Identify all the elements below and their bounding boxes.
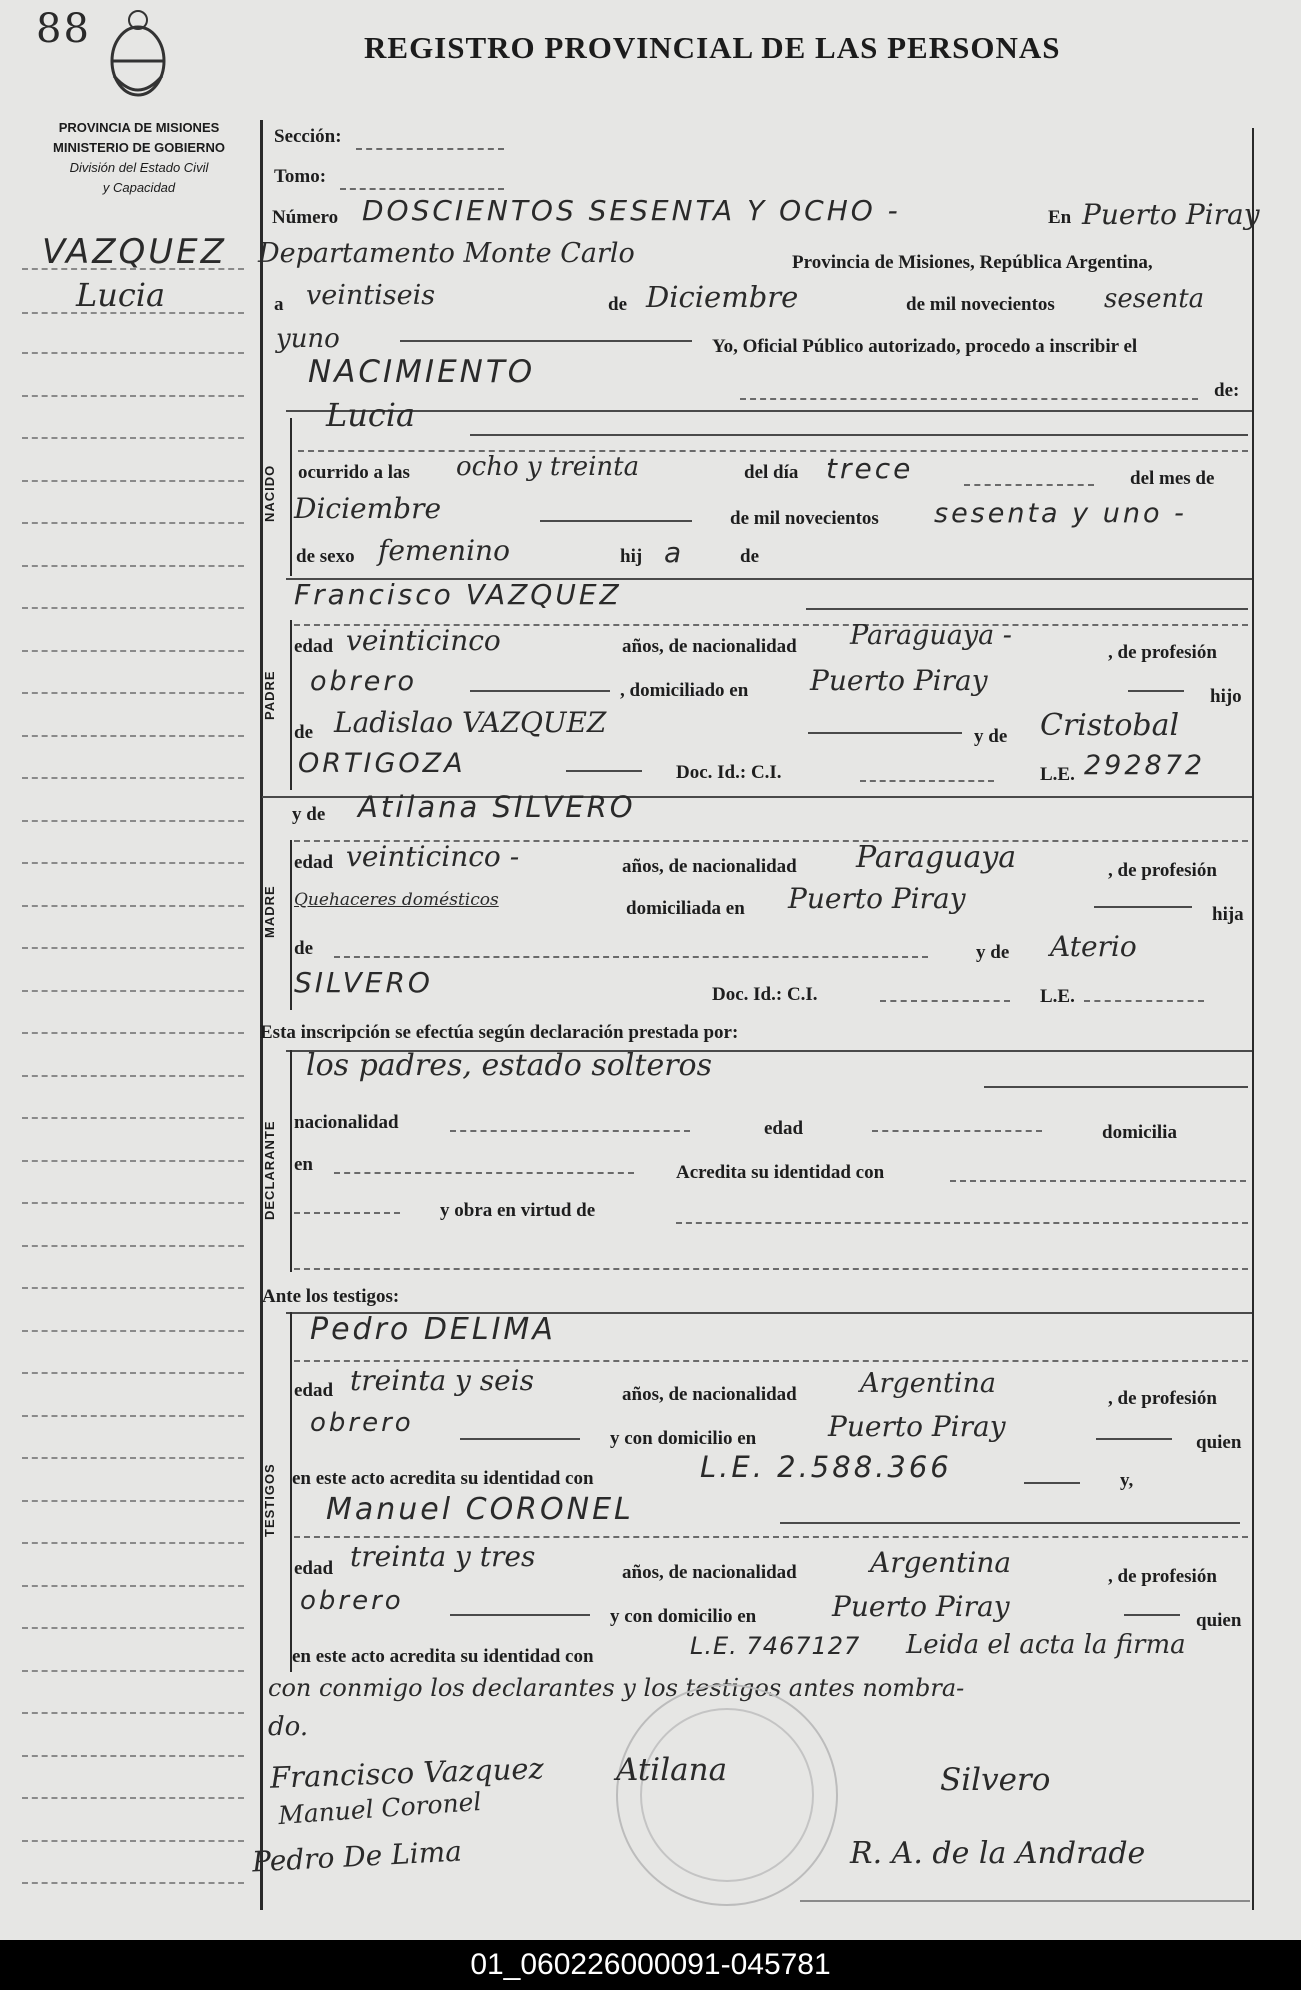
label-edad-decl: edad [764, 1118, 804, 1139]
label-doc-padre: Doc. Id.: C.I. [676, 762, 782, 783]
label-le-padre: L.E. [1040, 764, 1075, 785]
testigo2-profesion: obrero [300, 1586, 404, 1616]
label-del-mes: del mes de [1130, 468, 1215, 489]
hora: ocho y treinta [456, 452, 640, 482]
label-hij: hij [620, 546, 643, 567]
madre-nacionalidad: Paraguaya [856, 840, 1017, 875]
label-edad-t1: edad [294, 1380, 334, 1401]
padre-nacionalidad: Paraguaya - [850, 620, 1012, 651]
padre-edad: veinticinco [346, 624, 501, 657]
madre-profesion: Quehaceres domésticos [294, 890, 499, 910]
label-yo-oficial: Yo, Oficial Público autorizado, procedo a inscribir el [712, 336, 1138, 357]
testigo2-nombre: Manuel CORONEL [326, 1492, 634, 1527]
label-del-dia: del día [744, 462, 799, 483]
org-line-2: MINISTERIO DE GOBIERNO [53, 140, 225, 155]
label-hija: hija [1212, 904, 1244, 925]
padre-le: 292872 [1084, 750, 1206, 781]
testigo1-nombre: Pedro DELIMA [310, 1312, 556, 1347]
testigo1-documento: L.E. 2.588.366 [700, 1450, 952, 1484]
label-domicilio-t1: y con domicilio en [610, 1428, 757, 1449]
madre-madre: Aterio [1050, 930, 1137, 963]
testigo1-domicilio: Puerto Piray [828, 1410, 1006, 1443]
label-numero: Número [272, 207, 339, 228]
org-line-3: División del Estado Civil [69, 160, 209, 175]
org-line-4: y Capacidad [102, 180, 176, 195]
mes-inscripcion: Diciembre [646, 280, 799, 314]
label-a: a [274, 294, 284, 315]
official-stamp [612, 1680, 842, 1910]
label-y-comma: y, [1120, 1470, 1134, 1491]
label-acredita: Acredita su identidad con [676, 1162, 885, 1183]
side-label-padre: PADRE [262, 670, 277, 720]
label-de-abuela: de [294, 938, 313, 959]
label-edad-t2: edad [294, 1558, 334, 1579]
label-de-colon: de: [1214, 380, 1240, 401]
testigo2-nacionalidad: Argentina [870, 1546, 1012, 1579]
padre-domicilio: Puerto Piray [810, 664, 988, 697]
firma-testigo-2: Manuel Coronel [277, 1786, 483, 1831]
label-en-este-acto-t2: en este acto acredita su identidad con [292, 1646, 594, 1667]
label-nacionalidad-decl: nacionalidad [294, 1112, 399, 1133]
anio: sesenta y uno - [934, 498, 1187, 529]
padre-profesion: obrero [310, 666, 417, 697]
label-y-de-madre: y de [292, 804, 326, 825]
label-domicilia: domicilia [1102, 1122, 1177, 1143]
label-domiciliado: , domiciliado en [620, 680, 749, 701]
label-nac-padre: años, de nacionalidad [622, 636, 797, 657]
label-de-abuelo: de [294, 722, 313, 743]
label-seccion: Sección: [274, 126, 342, 147]
nota-3: do. [268, 1712, 309, 1742]
label-le-madre: L.E. [1040, 986, 1075, 1007]
margin-surname: VAZQUEZ [42, 232, 227, 272]
nombre-nacido: Lucia [326, 396, 416, 434]
mes: Diciembre [294, 492, 442, 525]
madre-edad: veinticinco - [346, 840, 520, 873]
label-de: de [608, 294, 627, 315]
label-de-mil: de mil novecientos [906, 294, 1055, 315]
label-ante-testigos: Ante los testigos: [262, 1286, 400, 1307]
testigo1-profesion: obrero [310, 1408, 414, 1438]
label-hijo: hijo [1210, 686, 1242, 707]
departamento: Departamento Monte Carlo [258, 238, 635, 269]
label-de-mil-2: de mil novecientos [730, 508, 879, 529]
side-label-madre: MADRE [262, 885, 277, 939]
label-en-decl: en [294, 1154, 313, 1175]
label-prof-t2: , de profesión [1108, 1566, 1217, 1587]
label-prof-padre: , de profesión [1108, 642, 1217, 663]
firma-oficial: R. A. de la Andrade [850, 1836, 1146, 1871]
testigo2-domicilio: Puerto Piray [832, 1590, 1010, 1623]
label-doc-madre: Doc. Id.: C.I. [712, 984, 818, 1005]
page-number: 88 [36, 6, 91, 52]
label-obra-virtud: y obra en virtud de [440, 1200, 596, 1221]
firma-padre: Francisco Vazquez [269, 1751, 545, 1795]
label-provincia: Provincia de Misiones, República Argentina, [792, 252, 1153, 273]
firma-testigo-1: Pedro De Lima [251, 1834, 463, 1879]
org-line-1: PROVINCIA DE MISIONES [58, 120, 220, 135]
anio-inscripcion-1: sesenta [1104, 284, 1205, 314]
padre-padre: Ladislao VAZQUEZ [334, 706, 607, 739]
lugar: Puerto Piray [1082, 198, 1260, 231]
label-esta-inscripcion: Esta inscripción se efectúa según declaración prestada por: [260, 1022, 739, 1043]
dia-inscripcion: veintiseis [306, 280, 436, 311]
padre-nombre: Francisco VAZQUEZ [294, 578, 622, 611]
madre-nombre: Atilana SILVERO [358, 790, 636, 824]
anio-inscripcion-2: yuno [276, 324, 340, 354]
label-nac-t1: años, de nacionalidad [622, 1384, 797, 1405]
label-de-hij: de [740, 546, 759, 567]
form-right-border [1252, 128, 1254, 1910]
madre-domicilio: Puerto Piray [788, 882, 966, 915]
side-label-nacido: NACIDO [262, 464, 277, 522]
acta-tipo: NACIMIENTO [308, 354, 536, 390]
firma-madre-1: Atilana [616, 1752, 728, 1788]
coat-of-arms-icon [102, 6, 174, 106]
label-prof-madre: , de profesión [1108, 860, 1217, 881]
label-en-este-acto-t1: en este acto acredita su identidad con [292, 1468, 594, 1489]
madre-madre-apellido: SILVERO [294, 966, 433, 999]
testigo1-edad: treinta y seis [350, 1364, 535, 1397]
label-nac-madre: años, de nacionalidad [622, 856, 797, 877]
label-en: En [1048, 207, 1072, 228]
padre-madre-apellido: ORTIGOZA [298, 748, 466, 779]
testigo1-nacionalidad: Argentina [860, 1368, 997, 1399]
side-label-testigos: TESTIGOS [262, 1463, 277, 1537]
acta-numero: DOSCIENTOS SESENTA Y OCHO - [362, 194, 901, 227]
declarante: los padres, estado solteros [306, 1048, 712, 1083]
label-domiciliada: domiciliada en [626, 898, 745, 919]
footer-reference: 01_060226000091-045781 [0, 1940, 1301, 1990]
hij-suffix: a [664, 536, 685, 569]
label-de-sexo: de sexo [296, 546, 355, 567]
form-left-border [260, 120, 263, 1910]
nota-2: con conmigo los declarantes y los testigos antes nombra- [268, 1674, 965, 1702]
label-prof-t1: , de profesión [1108, 1388, 1217, 1409]
label-edad-padre: edad [294, 636, 334, 657]
label-domicilio-t2: y con domicilio en [610, 1606, 757, 1627]
page-title: REGISTRO PROVINCIAL DE LAS PERSONAS [364, 30, 1061, 65]
sexo: femenino [378, 534, 510, 567]
dia: trece [826, 452, 914, 485]
firma-madre-2: Silvero [940, 1762, 1051, 1798]
label-quien-t2: quien [1196, 1610, 1242, 1631]
label-y-de-padre: y de [974, 726, 1008, 747]
side-label-declarante: DECLARANTE [262, 1120, 277, 1220]
testigo2-documento: L.E. 7467127 [690, 1632, 861, 1660]
label-tomo: Tomo: [274, 166, 327, 187]
label-quien-t1: quien [1196, 1432, 1242, 1453]
label-nac-t2: años, de nacionalidad [622, 1562, 797, 1583]
testigo2-edad: treinta y tres [350, 1540, 536, 1573]
nota-1: Leida el acta la firma [906, 1630, 1186, 1660]
label-edad-madre: edad [294, 852, 334, 873]
padre-madre: Cristobal [1040, 708, 1180, 743]
label-ocurrido: ocurrido a las [298, 462, 410, 483]
label-y-de-abuela: y de [976, 942, 1010, 963]
margin-name: Lucia [76, 276, 166, 314]
